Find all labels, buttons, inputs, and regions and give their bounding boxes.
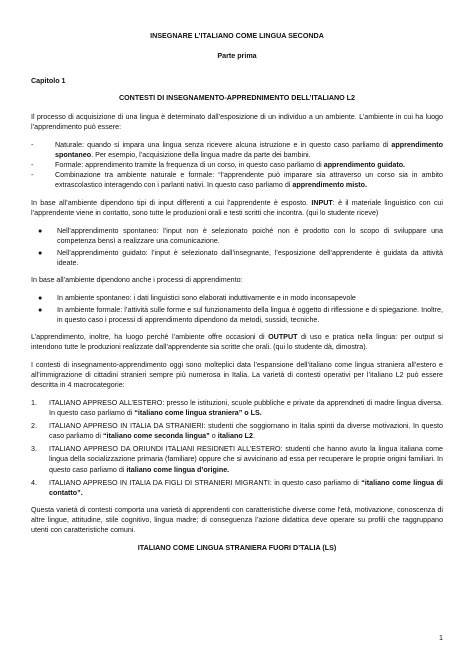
output-paragraph-before: L’apprendimento, inoltre, ha luogo perché l’ambiente offre occasioni di xyxy=(31,332,269,341)
dash-marker: - xyxy=(31,161,34,170)
section-title: CONTESTI DI INSEGNAMENTO-APPREDNIMENTO DELL’ITALIANO L2 xyxy=(118,94,356,103)
part-title: Parte prima xyxy=(217,52,257,61)
environment-item-natural xyxy=(31,140,443,160)
context-item-bold-text: italiano come lingua d’origine. xyxy=(126,465,230,474)
environment-item-text: Naturale: quando si impara una lingua senza ricevere alcuna istruzione e in questo caso parliamo di xyxy=(55,141,392,150)
context-item-middle-text: o xyxy=(209,432,218,441)
context-item-origin xyxy=(31,444,443,474)
context-item-bold-text: “italiano come lingua straniera” o LS. xyxy=(134,409,262,418)
input-paragraph-before: In base all’ambiente dipendono tipi di input differenti a cui l’apprendente è esposto. xyxy=(31,198,312,207)
variety-paragraph: Questa varietà di contesti comporta una varietà di apprendenti con caratteristiche diverse come l’età, motivazione, conoscenza di altre lingue, attitudine, stile cognitivo, lingua madre; di conseguenza l’azione didattica deve operare su profili che raggruppano utenti con caratteristiche comuni. xyxy=(31,505,443,534)
input-paragraph-after: : è il materiale linguistico con cui l’apprendente viene in contatto, sono tutte le produzioni orali e testi scritti che incontra. (qui lo studente riceve) xyxy=(31,198,443,217)
intro-paragraph: Il processo di acquisizione di una lingua è determinato dall’esposizione di un individuo a un ambiente. L’ambiente in cui ha luogo l’apprendimento può essere: xyxy=(31,113,443,132)
bullet-icon: ● xyxy=(38,226,43,235)
input-item-text: Nell’apprendimento guidato: l’input è selezionato dall’insegnante, l’esposizione dell’apprendente è guidata da attività ideate. xyxy=(57,248,443,267)
dash-marker: - xyxy=(31,171,34,180)
process-item-text: In ambiente formale: l’attività sulle forme e sul funzionamento della lingua è oggetto di riflessione e di spiegazione. Inoltre, in questo caso i processi di apprendimento dipendono da metodi, sussidi, tecniche. xyxy=(57,305,443,324)
number-marker: 1. xyxy=(31,399,37,408)
dash-marker: - xyxy=(31,141,34,150)
environment-item-bold-text: apprendimento misto. xyxy=(292,181,367,190)
context-item-contact xyxy=(31,478,443,498)
bullet-icon: ● xyxy=(38,248,43,257)
number-marker: 3. xyxy=(31,445,37,454)
bullet-icon: ● xyxy=(38,293,43,302)
page-number: 1 xyxy=(439,634,443,642)
environment-item-bold-text: apprendimento guidato. xyxy=(323,161,406,170)
contexts-list xyxy=(31,398,443,497)
context-item-text: ITALIANO APPRESO IN ITALIA DA STRANIERI: studenti che soggiornano in Italia spinti da diverse motivazioni. In questo caso parliamo di xyxy=(49,422,443,441)
document-title: INSEGNARE L’ITALIANO COME LINGUA SECONDA xyxy=(150,32,324,40)
context-item-after-text: . xyxy=(253,432,255,441)
number-marker: 4. xyxy=(31,478,37,487)
output-keyword: OUTPUT xyxy=(268,332,298,341)
context-item-text: ITALIANO APPRESO IN ITALIA DA FIGLI DI STRANIERI MIGRANTI: in questo caso parliamo di xyxy=(49,478,362,487)
input-paragraph xyxy=(31,198,443,218)
number-marker: 2. xyxy=(31,422,37,431)
context-item-text: ITALIANO APPRESO DA ORIUNDI ITALIANI RESIDNETI ALL’ESTERO: studenti che hanno avuto la lingua italiana come lingua della socializzazione primaria (familiare) oppure che si avvicinano ad essa per recuperare le proprie origini familiari. In questo caso parliamo di xyxy=(49,445,443,474)
environment-item-formal xyxy=(31,160,443,170)
input-item-spontaneous xyxy=(31,226,443,246)
process-item-formal xyxy=(31,305,443,325)
environment-item-after-text: . Per esempio, l’acquisizione della lingua madre da parte dei bambini. xyxy=(91,151,311,160)
contexts-paragraph: I contesti di insegnamento-apprendimento oggi sono molteplici data l’espansione dell’italiano come lingua straniera all’estero e all’immigrazione di cittadini stranieri sempre più numerosa in Italia. La varietà di contesti operativi per l’italiano L2 può essere descritta in 4 macrocategorie: xyxy=(31,361,443,390)
process-item-text: In ambiente spontaneo: i dati linguistici sono elaborati induttivamente e in modo inconsapevole xyxy=(57,293,356,302)
process-list xyxy=(31,293,443,325)
input-item-guided xyxy=(31,248,443,268)
input-keyword: INPUT xyxy=(311,198,333,207)
environment-item-combined xyxy=(31,170,443,190)
process-paragraph: In base all’ambiente dipendono anche i processi di apprendimento: xyxy=(31,275,243,284)
environment-list xyxy=(31,140,443,190)
chapter-title: Capitolo 1 xyxy=(31,77,66,86)
output-paragraph-after: di uso e pratica nella lingua: per output si intendono tutte le produzioni realizzate dall’apprendente sia scritte che orali. (qui lo studente dà, dimostra). xyxy=(31,332,443,352)
environment-item-text: Formale: apprendimento tramite la frequenza di un corso, in questo caso parliamo di xyxy=(55,161,324,170)
context-item-bold-text: “italiano come lingua di contatto”. xyxy=(49,478,443,497)
output-paragraph xyxy=(31,332,443,352)
input-item-text: Nell’apprendimento spontaneo: l’input non è selezionato poiché non è prodotto con lo scopo di sviluppare una competenza bensì a realizzare una comunicazione. xyxy=(57,226,443,245)
next-section-title: ITALIANO COME LINGUA STRANIERA FUORI D’TALIA (LS) xyxy=(137,543,337,552)
process-item-spontaneous xyxy=(31,293,443,303)
context-item-italy-foreigners xyxy=(31,421,443,441)
context-item-text: ITALIANO APPRESO ALL’ESTERO: presso le istituzioni, scuole pubbliche e private da apprendneti di madre lingua diversa. In questo caso parliamo di xyxy=(49,399,443,418)
environment-item-bold-text: apprendimento spontaneo xyxy=(55,141,443,160)
input-list xyxy=(31,226,443,268)
context-item-bold-text: “italiano come seconda lingua” xyxy=(102,432,210,441)
environment-item-text: Combinazione tra ambiente naturale e formale: “l’apprendente può imparare sia attraverso un corso sia in ambito extrascolastico interagendo con i parlanti nativi. In questo caso parliamo di xyxy=(55,171,443,190)
context-item-abroad xyxy=(31,398,443,418)
context-item-bold-text-secondary: italiano L2 xyxy=(217,432,254,441)
bullet-icon: ● xyxy=(38,305,43,314)
